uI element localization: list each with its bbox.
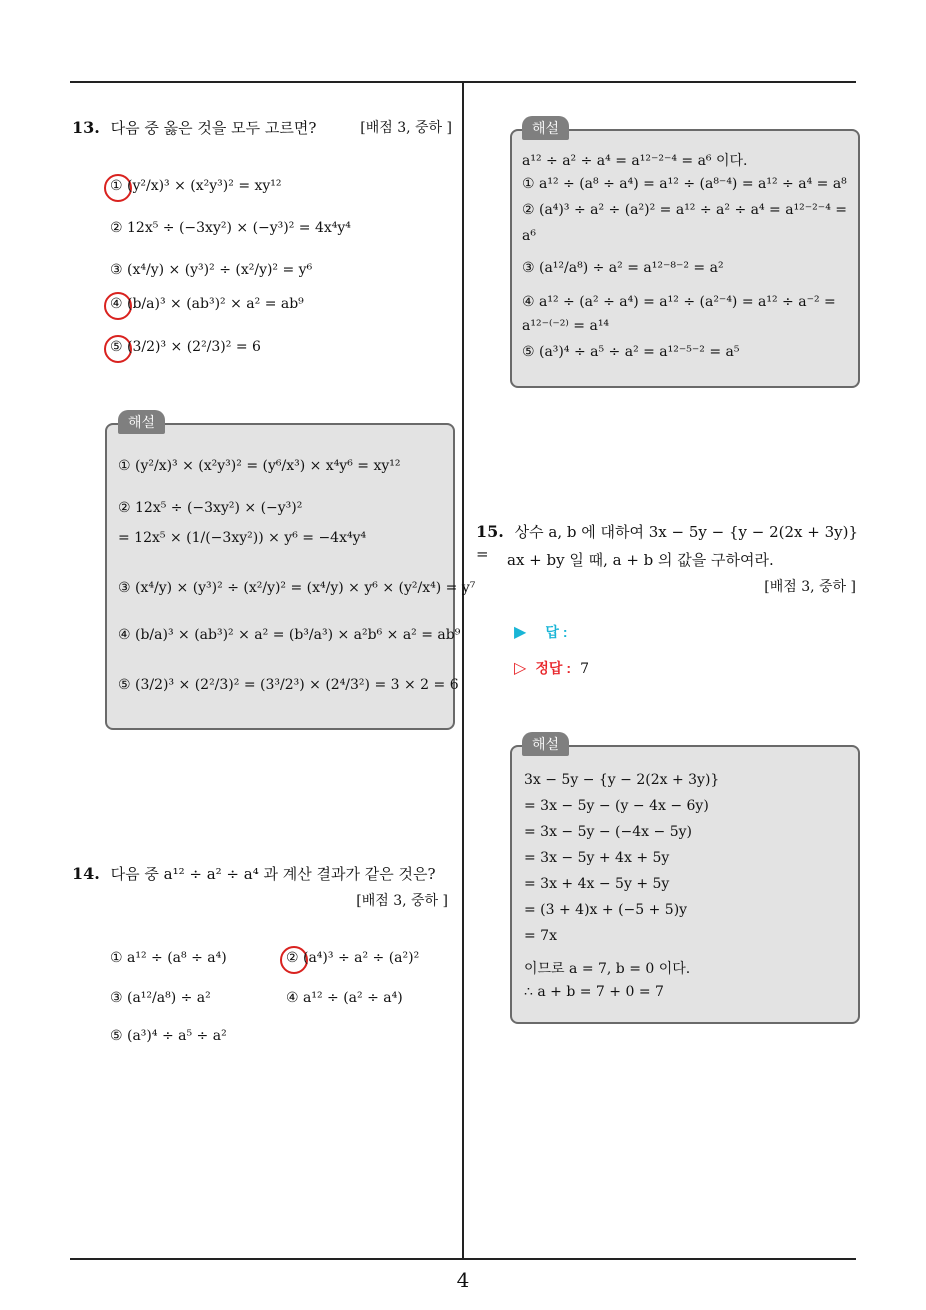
q15-explanation-line-1: 3x − 5y − {y − 2(2x + 3y)}	[524, 772, 720, 788]
q13-option-1[interactable]: ① (y²/x)³ × (x²y³)² = xy¹²	[110, 178, 282, 194]
q15-number: 15.	[476, 522, 504, 541]
q14-explanation-tag: 해설	[522, 116, 569, 140]
bottom-rule	[70, 1258, 856, 1260]
q14-explanation-line-8: ⑤ (a³)⁴ ÷ a⁵ ÷ a² = a¹²⁻⁵⁻² = a⁵	[522, 344, 740, 360]
q15-question-line-1: 상수 a, b 에 대하여 3x − 5y − {y − 2(2x + 3y)} =	[476, 523, 858, 563]
correct-answer-row	[514, 658, 589, 678]
q13-option-4[interactable]: ④ (b/a)³ × (ab³)² × a² = ab⁹	[110, 296, 304, 312]
q14-header	[72, 863, 452, 885]
q15-explanation-line-8: 이므로 a = 7, b = 0 이다.	[524, 961, 691, 977]
correct-value: 7	[580, 661, 590, 677]
answer-label: 답 :	[545, 624, 568, 640]
q13-option-2[interactable]: ② 12x⁵ ÷ (−3xy²) × (−y³)² = 4x⁴y⁴	[110, 220, 351, 236]
q14-option-2[interactable]: ② (a⁴)³ ÷ a² ÷ (a²)²	[286, 950, 420, 966]
q15-question-line-2: ax + by 일 때, a + b 의 값을 구하여라.	[507, 551, 774, 569]
q13-explanation-line-1: ① (y²/x)³ × (x²y³)² = (y⁶/x³) × x⁴y⁶ = xy¹²	[118, 458, 401, 474]
q13-explanation-tag: 해설	[118, 410, 165, 434]
q15-explanation-tag: 해설	[522, 732, 569, 756]
q14-option-5[interactable]: ⑤ (a³)⁴ ÷ a⁵ ÷ a²	[110, 1028, 227, 1044]
column-divider	[462, 82, 464, 1260]
q15-explanation-line-2: = 3x − 5y − (y − 4x − 6y)	[524, 798, 709, 814]
q13-option-5[interactable]: ⑤ (3/2)³ × (2²/3)² = 6	[110, 339, 261, 355]
q14-explanation-line-6: ④ a¹² ÷ (a² ÷ a⁴) = a¹² ÷ (a²⁻⁴) = a¹² ÷ a⁻² =	[522, 294, 836, 310]
q13-number: 13.	[72, 118, 100, 137]
q13-question: 다음 중 옳은 것을 모두 고르면?	[110, 119, 317, 137]
q13-explanation-line-2: ② 12x⁵ ÷ (−3xy²) × (−y³)²	[118, 500, 303, 516]
outline-arrow-icon: ▷	[514, 658, 527, 677]
q13-explanation-line-6: ⑤ (3/2)³ × (2²/3)² = (3³/2³) × (2⁴/3²) = 3 × 2 = 6	[118, 677, 459, 693]
q13-explanation-line-3: = 12x⁵ × (1/(−3xy²)) × y⁶ = −4x⁴y⁴	[118, 530, 367, 546]
q13-score: [배점 3, 중하 ]	[360, 120, 452, 136]
q14-explanation-line-5: ③ (a¹²/a⁸) ÷ a² = a¹²⁻⁸⁻² = a²	[522, 260, 724, 276]
q13-explanation-line-4: ③ (x⁴/y) × (y³)² ÷ (x²/y)² = (x⁴/y) × y⁶ × (y²/x⁴) = y⁷	[118, 580, 476, 596]
q14-explanation-line-4: a⁶	[522, 228, 536, 244]
q15-explanation-line-5: = 3x + 4x − 5y + 5y	[524, 876, 670, 892]
q14-number: 14.	[72, 864, 100, 883]
q14-option-4[interactable]: ④ a¹² ÷ (a² ÷ a⁴)	[286, 990, 403, 1006]
q15-score: [배점 3, 중하 ]	[764, 579, 856, 595]
play-arrow-icon: ▶	[514, 622, 527, 641]
q14-explanation-line-7: a¹²⁻⁽⁻²⁾ = a¹⁴	[522, 318, 610, 334]
answer-row	[514, 622, 567, 642]
q14-explanation-line-2: ① a¹² ÷ (a⁸ ÷ a⁴) = a¹² ÷ (a⁸⁻⁴) = a¹² ÷ a⁴ = a⁸	[522, 176, 847, 192]
q14-question: 다음 중 a¹² ÷ a² ÷ a⁴ 과 계산 결과가 같은 것은?	[110, 865, 436, 883]
q14-score: [배점 3, 중하 ]	[356, 893, 448, 909]
q13-option-3[interactable]: ③ (x⁴/y) × (y³)² ÷ (x²/y)² = y⁶	[110, 262, 313, 278]
q13-explanation-line-5: ④ (b/a)³ × (ab³)² × a² = (b³/a³) × a²b⁶ × a² = ab⁹	[118, 627, 461, 643]
q14-option-1[interactable]: ① a¹² ÷ (a⁸ ÷ a⁴)	[110, 950, 227, 966]
q14-explanation-line-1: a¹² ÷ a² ÷ a⁴ = a¹²⁻²⁻⁴ = a⁶ 이다.	[522, 153, 748, 169]
q15-explanation-line-4: = 3x − 5y + 4x + 5y	[524, 850, 670, 866]
q14-explanation-line-3: ② (a⁴)³ ÷ a² ÷ (a²)² = a¹² ÷ a² ÷ a⁴ = a¹²⁻²⁻⁴ =	[522, 202, 847, 218]
q15-explanation-line-6: = (3 + 4)x + (−5 + 5)y	[524, 902, 688, 918]
q15-explanation-line-7: = 7x	[524, 928, 557, 944]
page-number: 4	[456, 1268, 470, 1292]
q14-option-3[interactable]: ③ (a¹²/a⁸) ÷ a²	[110, 990, 211, 1006]
q15-explanation-line-3: = 3x − 5y − (−4x − 5y)	[524, 824, 692, 840]
q13-header	[72, 117, 452, 139]
q15-explanation-line-9: ∴ a + b = 7 + 0 = 7	[524, 984, 664, 1000]
correct-label: 정답 :	[535, 660, 572, 676]
